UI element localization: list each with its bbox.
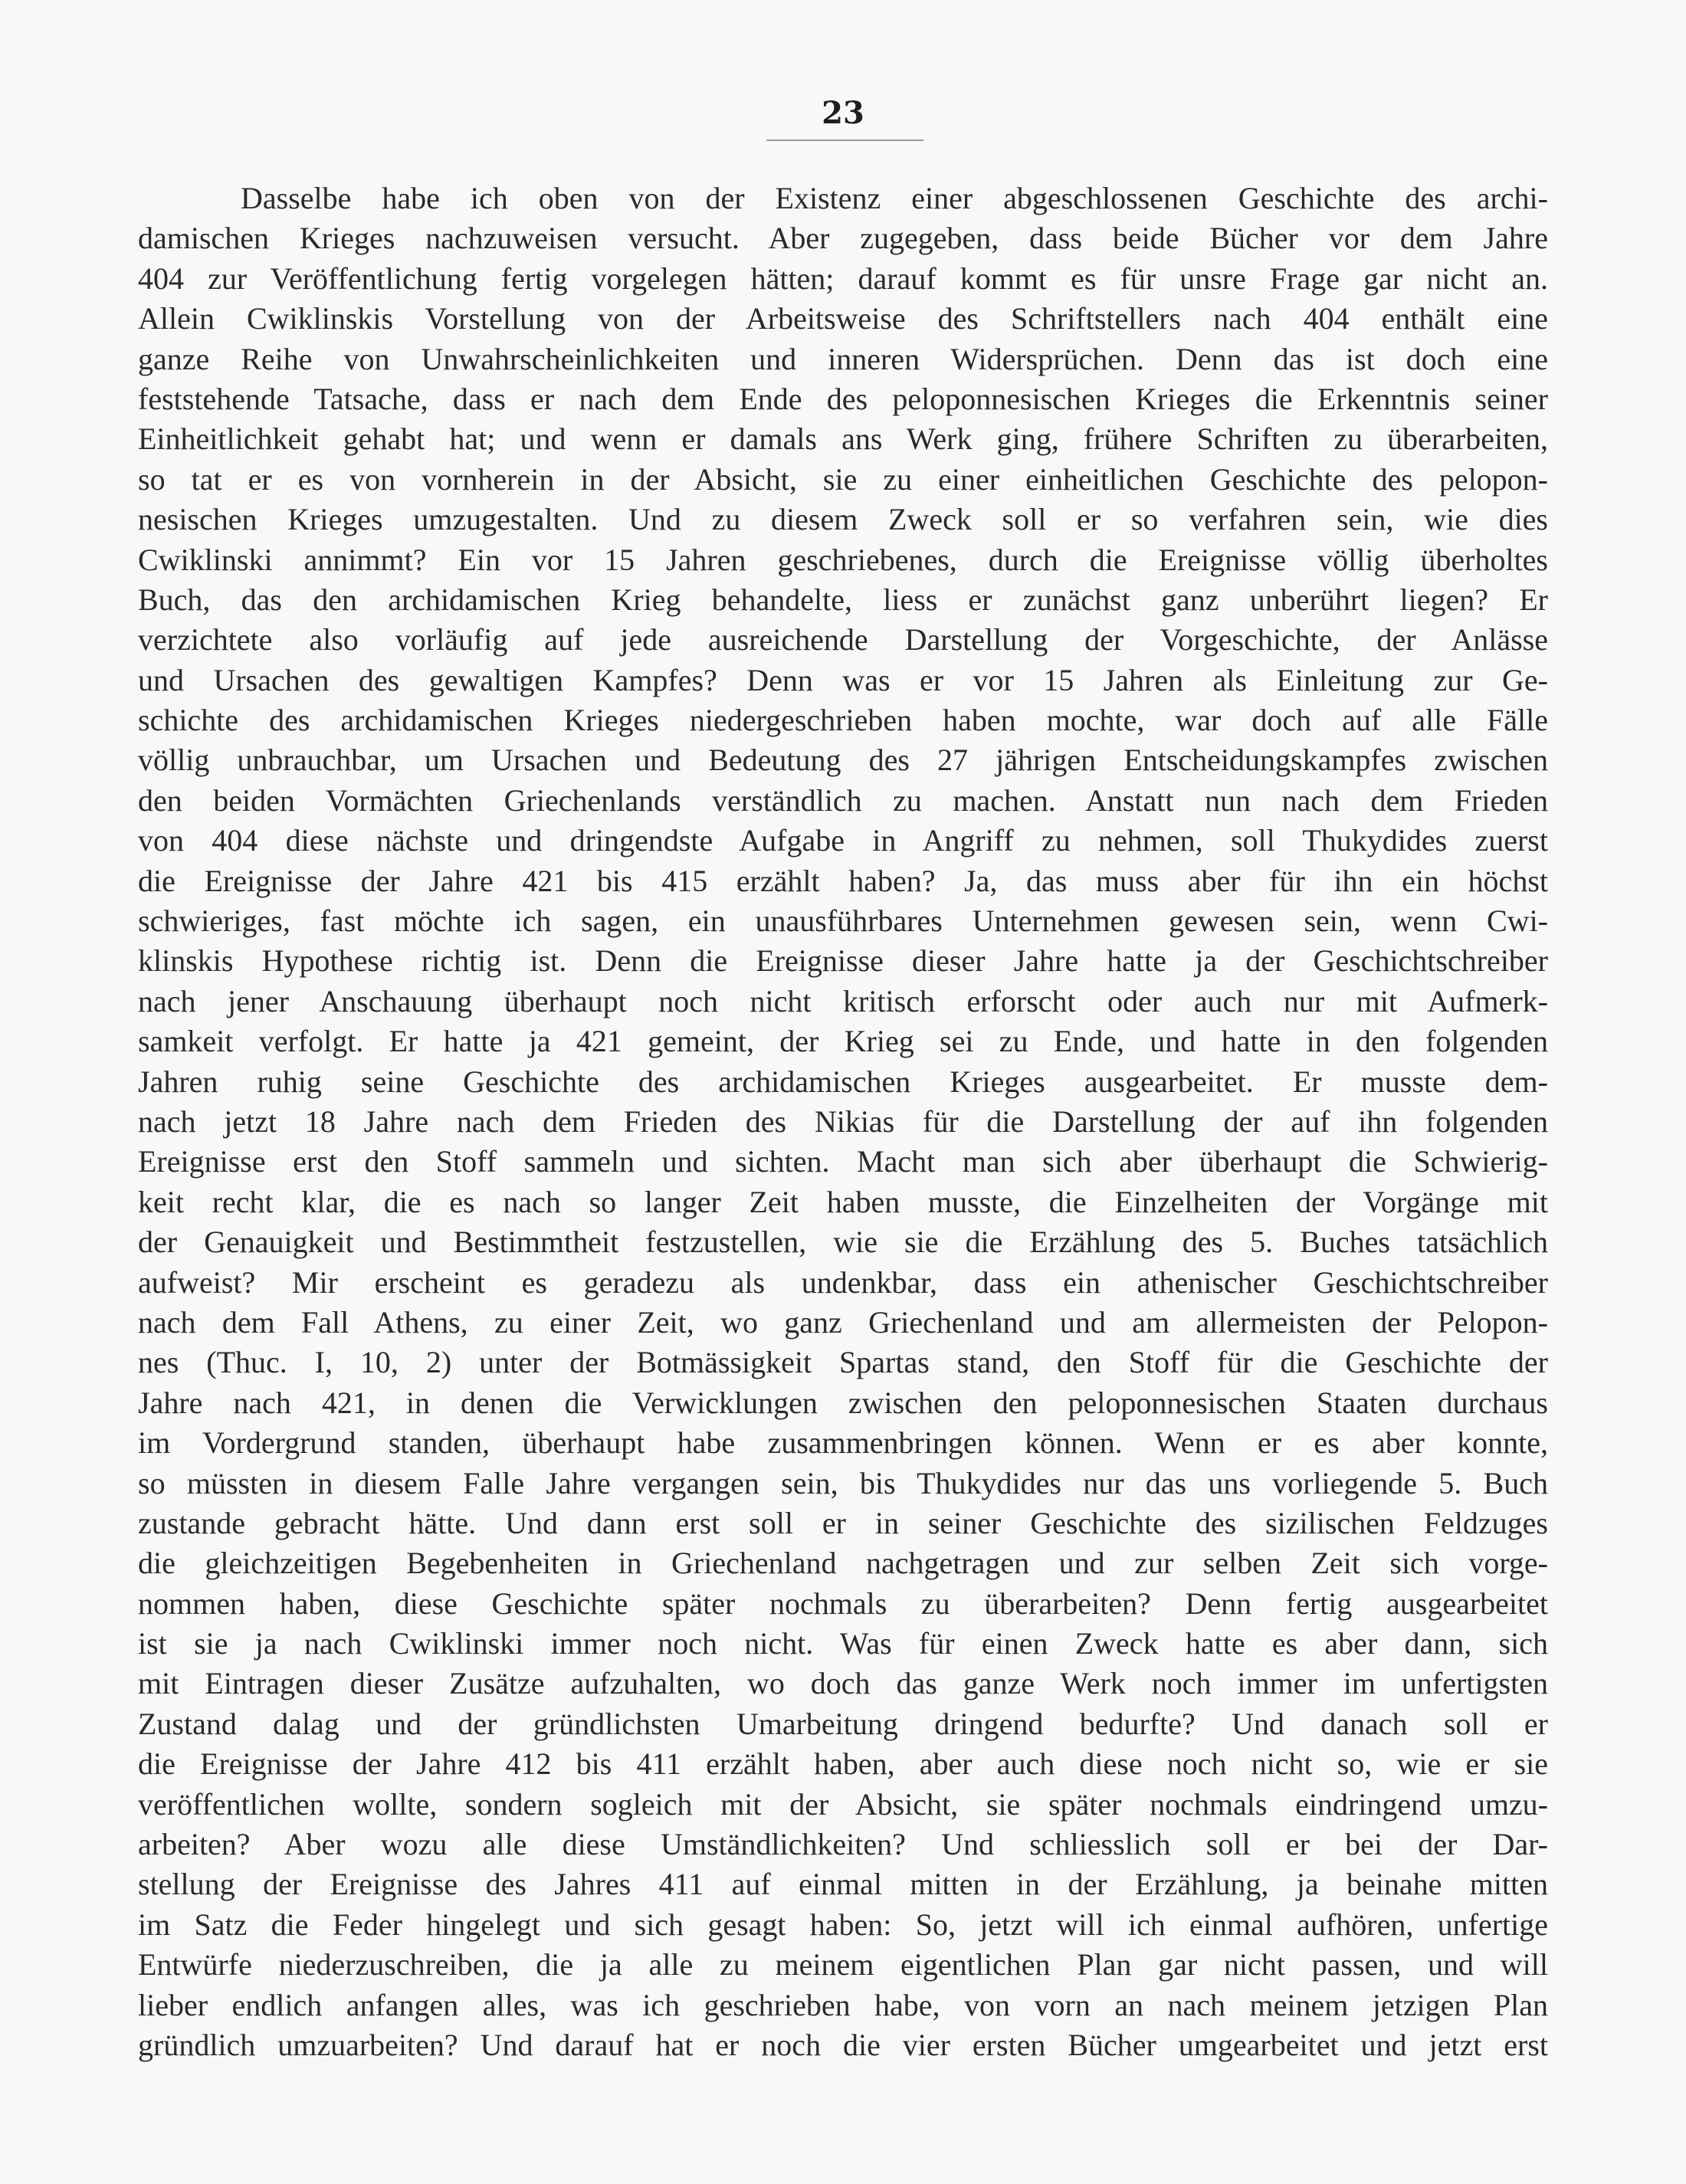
text-line: völlig unbrauchbar, um Ursachen und Bedeutung des 27 jährigen Entscheidungskampfes zwischen	[138, 743, 1548, 778]
text-line: im Vordergrund standen, überhaupt habe zusammenbringen können. Wenn er es aber konnte,	[138, 1425, 1548, 1461]
page-number: 23	[822, 95, 864, 131]
text-line: nommen haben, diese Geschichte später nochmals zu überarbeiten? Denn fertig ausgearbeitet	[138, 1586, 1548, 1621]
text-line: feststehende Tatsache, dass er nach dem Ende des peloponnesischen Krieges die Erkenntnis seiner	[138, 381, 1548, 416]
text-line: samkeit verfolgt. Er hatte ja 421 gemeint, der Krieg sei zu Ende, und hatte in den folgenden	[138, 1024, 1548, 1059]
text-line: Allein Cwiklinskis Vorstellung von der Arbeitsweise des Schriftstellers nach 404 enthält eine	[138, 301, 1548, 336]
text-line: den beiden Vormächten Griechenlands verständlich zu machen. Anstatt nun nach dem Frieden	[138, 782, 1548, 818]
text-line: schwieriges, fast möchte ich sagen, ein unausführbares Unternehmen gewesen sein, wenn Cwi-	[138, 903, 1548, 939]
text-line: nes (Thuc. I, 10, 2) unter der Botmässigkeit Spartas stand, den Stoff für die Geschichte der	[138, 1345, 1548, 1380]
text-line: veröffentlichen wollte, sondern sogleich mit der Absicht, sie später nochmals eindringend umzu-	[138, 1786, 1548, 1822]
text-line: 404 zur Veröffentlichung fertig vorgelegen hätten; darauf kommt es für unsre Frage gar nicht an.	[138, 261, 1548, 296]
text-line: Einheitlichkeit gehabt hat; und wenn er damals ans Werk ging, frühere Schriften zu überarbeiten,	[138, 421, 1548, 457]
text-line: nesischen Krieges umzugestalten. Und zu diesem Zweck soll er so verfahren sein, wie dies	[138, 502, 1548, 537]
text-line: Entwürfe niederzuschreiben, die ja alle zu meinem eigentlichen Plan gar nicht passen, und will	[138, 1947, 1548, 1982]
text-line: ist sie ja nach Cwiklinski immer noch nicht. Was für einen Zweck hatte es aber dann, sich	[138, 1626, 1548, 1661]
text-line: Buch, das den archidamischen Krieg behandelte, liess er zunächst ganz unberührt liegen? Er	[138, 582, 1548, 617]
text-line: stellung der Ereignisse des Jahres 411 auf einmal mitten in der Erzählung, ja beinahe mitten	[138, 1867, 1548, 1902]
text-line: keit recht klar, die es nach so langer Zeit haben musste, die Einzelheiten der Vorgänge mit	[138, 1184, 1548, 1219]
text-line: von 404 diese nächste und dringendste Aufgabe in Angriff zu nehmen, soll Thukydides zuerst	[138, 823, 1548, 858]
text-line: Jahren ruhig seine Geschichte des archidamischen Krieges ausgearbeitet. Er musste dem-	[138, 1064, 1548, 1099]
text-line: schichte des archidamischen Krieges niedergeschrieben haben mochte, war doch auf alle Fälle	[138, 703, 1548, 738]
text-line: Dasselbe habe ich oben von der Existenz einer abgeschlossenen Geschichte des archi-	[241, 181, 1548, 215]
text-line: die Ereignisse der Jahre 412 bis 411 erzählt haben, aber auch diese noch nicht so, wie er sie	[138, 1746, 1548, 1782]
text-line: klinskis Hypothese richtig ist. Denn die Ereignisse dieser Jahre hatte ja der Geschichtschreiber	[138, 943, 1548, 979]
text-line: Jahre nach 421, in denen die Verwicklungen zwischen den peloponnesischen Staaten durchaus	[138, 1385, 1548, 1420]
text-line: zustande gebracht hätte. Und dann erst soll er in seiner Geschichte des sizilischen Feldzuges	[138, 1505, 1548, 1540]
body-text	[138, 179, 1548, 2065]
text-line: die Ereignisse der Jahre 421 bis 415 erzählt haben? Ja, das muss aber für ihn ein höchst	[138, 863, 1548, 898]
text-line: verzichtete also vorläufig auf jede ausreichende Darstellung der Vorgeschichte, der Anlässe	[138, 622, 1548, 657]
text-line: so müssten in diesem Falle Jahre vergangen sein, bis Thukydides nur das uns vorliegende 5. Buch	[138, 1465, 1548, 1500]
header-rule	[766, 139, 923, 141]
text-line: arbeiten? Aber wozu alle diese Umständlichkeiten? Und schliesslich soll er bei der Dar-	[138, 1827, 1548, 1862]
text-line: ganze Reihe von Unwahrscheinlichkeiten und inneren Widersprüchen. Denn das ist doch eine	[138, 341, 1548, 376]
text-line: lieber endlich anfangen alles, was ich geschrieben habe, von vorn an nach meinem jetzigen Plan	[138, 1987, 1548, 2022]
text-line: Cwiklinski annimmt? Ein vor 15 Jahren geschriebenes, durch die Ereignisse völlig überholtes	[138, 542, 1548, 577]
text-line: mit Eintragen dieser Zusätze aufzuhalten, wo doch das ganze Werk noch immer im unfertigsten	[138, 1666, 1548, 1701]
text-line: nach jener Anschauung überhaupt noch nicht kritisch erforscht oder auch nur mit Aufmerk-	[138, 983, 1548, 1018]
text-line: nach dem Fall Athens, zu einer Zeit, wo ganz Griechenland und am allermeisten der Pelopon-	[138, 1304, 1548, 1340]
text-line: der Genauigkeit und Bestimmtheit festzustellen, wie sie die Erzählung des 5. Buches tatsächlich	[138, 1225, 1548, 1260]
text-line: im Satz die Feder hingelegt und sich gesagt haben: So, jetzt will ich einmal aufhören, unfertige	[138, 1907, 1548, 1942]
text-line: damischen Krieges nachzuweisen versucht. Aber zugegeben, dass beide Bücher vor dem Jahre	[138, 221, 1548, 256]
text-line: und Ursachen des gewaltigen Kampfes? Denn was er vor 15 Jahren als Einleitung zur Ge-	[138, 662, 1548, 697]
text-line: die gleichzeitigen Begebenheiten in Griechenland nachgetragen und zur selben Zeit sich vorge-	[138, 1546, 1548, 1581]
text-line: so tat er es von vornherein in der Absicht, sie zu einer einheitlichen Geschichte des pelopon-	[138, 461, 1548, 497]
text-line: gründlich umzuarbeiten? Und darauf hat er noch die vier ersten Bücher umgearbeitet und jetzt erst	[138, 2027, 1548, 2062]
text-line: aufweist? Mir erscheint es geradezu als undenkbar, dass ein athenischer Geschichtschreiber	[138, 1264, 1548, 1300]
text-line: Zustand dalag und der gründlichsten Umarbeitung dringend bedurfte? Und danach soll er	[138, 1706, 1548, 1741]
text-line: Ereignisse erst den Stoff sammeln und sichten. Macht man sich aber überhaupt die Schwierig-	[138, 1144, 1548, 1179]
text-line: nach jetzt 18 Jahre nach dem Frieden des Nikias für die Darstellung der auf ihn folgenden	[138, 1103, 1548, 1139]
